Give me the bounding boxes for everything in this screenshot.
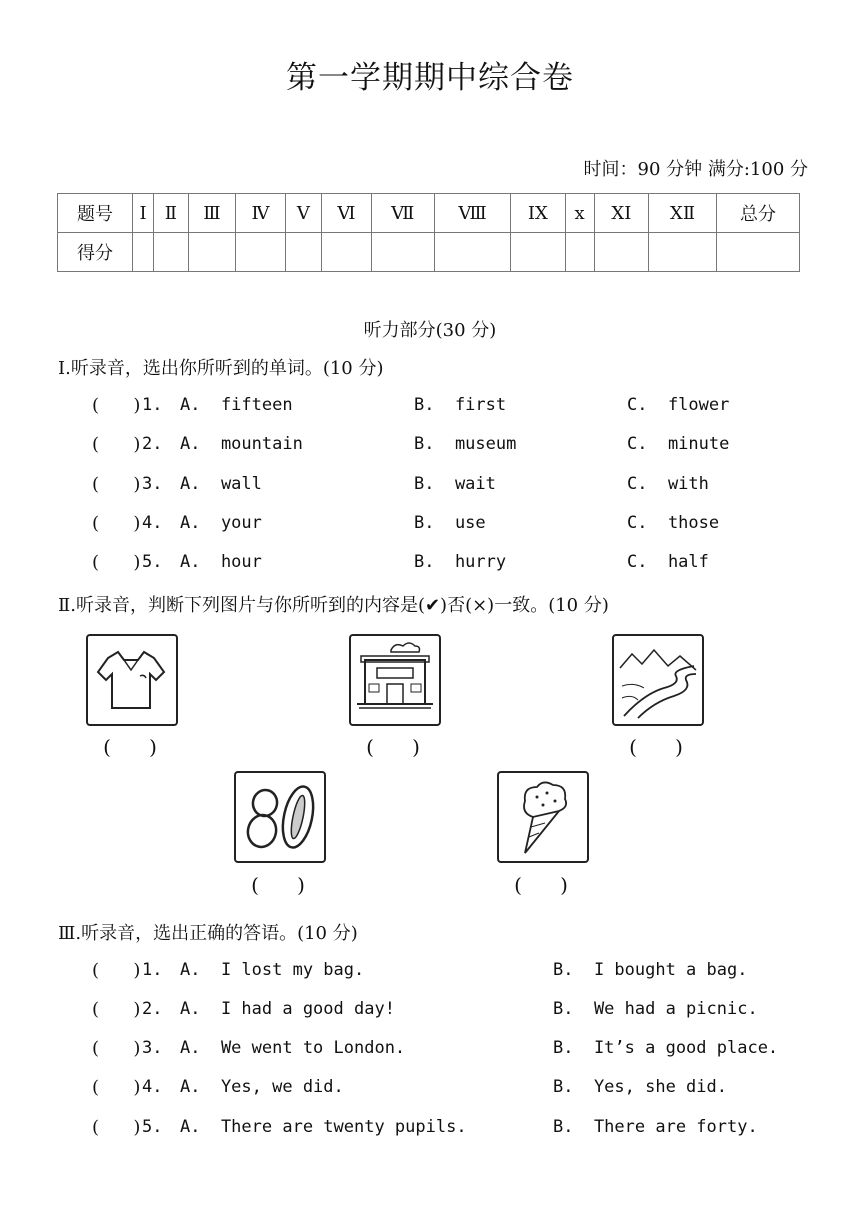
score-table-score-row xyxy=(58,233,800,272)
score-table-col: Ⅷ xyxy=(434,194,510,233)
score-table-col: Ⅳ xyxy=(236,194,285,233)
option-a: A. I lost my bag. xyxy=(180,960,365,980)
picture-answer-blank[interactable]: ( ) xyxy=(103,735,157,759)
score-table-row2-label: 得分 xyxy=(58,233,133,272)
answer-blank[interactable]: ( ) xyxy=(92,474,141,495)
picture-t-shirt xyxy=(86,634,178,726)
score-table-col: ⅠX xyxy=(511,194,565,233)
answer-blank[interactable]: ( ) xyxy=(92,1038,141,1059)
part3-question xyxy=(92,1077,832,1101)
question-number: 2. xyxy=(142,999,163,1019)
score-cell[interactable] xyxy=(649,233,717,272)
answer-blank[interactable]: ( ) xyxy=(92,999,141,1020)
t-shirt-icon xyxy=(88,636,176,724)
option-a: A. We went to London. xyxy=(180,1038,406,1058)
score-table-header-row xyxy=(58,194,800,233)
part1-question xyxy=(92,513,832,537)
building-icon xyxy=(351,636,439,724)
part1-question xyxy=(92,434,832,458)
picture-answer-blank[interactable]: ( ) xyxy=(366,735,420,759)
answer-blank[interactable]: ( ) xyxy=(92,960,141,981)
exam-time-score: 时间：90 分钟 满分:100 分 xyxy=(583,159,808,180)
part3-question xyxy=(92,1117,832,1141)
score-cell[interactable] xyxy=(511,233,565,272)
score-table-col: x xyxy=(565,194,594,233)
part3-heading: Ⅲ.听录音，选出正确的答语。(10 分) xyxy=(58,923,358,944)
question-number: 1. xyxy=(142,395,163,415)
option-b: B. I bought a bag. xyxy=(553,960,748,980)
option-a: A. your xyxy=(180,513,262,533)
score-cell-total[interactable] xyxy=(717,233,800,272)
option-c: C. those xyxy=(627,513,720,533)
page-title: 第一学期期中综合卷 xyxy=(286,60,574,96)
option-b: B. There are forty. xyxy=(553,1117,758,1137)
part3-question xyxy=(92,1038,832,1062)
answer-blank[interactable]: ( ) xyxy=(92,434,141,455)
score-cell[interactable] xyxy=(322,233,372,272)
option-a: A. mountain xyxy=(180,434,303,454)
answer-blank[interactable]: ( ) xyxy=(92,1077,141,1098)
score-cell[interactable] xyxy=(434,233,510,272)
question-number: 2. xyxy=(142,434,163,454)
question-number: 1. xyxy=(142,960,163,980)
number-eighty-icon xyxy=(236,773,324,861)
score-table-col: Ⅶ xyxy=(371,194,434,233)
option-a: A. fifteen xyxy=(180,395,293,415)
question-number: 5. xyxy=(142,1117,163,1137)
picture-answer-blank[interactable]: ( ) xyxy=(629,735,683,759)
question-number: 3. xyxy=(142,1038,163,1058)
option-c: C. half xyxy=(627,552,709,572)
score-table-col: Ⅴ xyxy=(285,194,321,233)
option-c: C. flower xyxy=(627,395,730,415)
listening-section-title: 听力部分(30 分) xyxy=(363,320,497,341)
mountains-river-icon xyxy=(614,636,702,724)
option-a: A. I had a good day! xyxy=(180,999,395,1019)
part1-question xyxy=(92,395,832,419)
part1-question xyxy=(92,474,832,498)
picture-ice-cream xyxy=(497,771,589,863)
answer-blank[interactable]: ( ) xyxy=(92,513,141,534)
question-number: 3. xyxy=(142,474,163,494)
score-cell[interactable] xyxy=(285,233,321,272)
answer-blank[interactable]: ( ) xyxy=(92,1117,141,1138)
answer-blank[interactable]: ( ) xyxy=(92,552,141,573)
option-b: B. hurry xyxy=(414,552,507,572)
score-table-col: Ⅰ xyxy=(133,194,154,233)
score-cell[interactable] xyxy=(594,233,648,272)
picture-mountains xyxy=(612,634,704,726)
question-number: 5. xyxy=(142,552,163,572)
option-a: A. hour xyxy=(180,552,262,572)
option-b: B. first xyxy=(414,395,507,415)
score-cell[interactable] xyxy=(236,233,285,272)
score-cell[interactable] xyxy=(188,233,236,272)
option-a: A. There are twenty pupils. xyxy=(180,1117,467,1137)
option-b: B. We had a picnic. xyxy=(553,999,758,1019)
picture-number-eighty xyxy=(234,771,326,863)
option-b: B. museum xyxy=(414,434,517,454)
ice-cream-icon xyxy=(499,773,587,861)
part3-question xyxy=(92,999,832,1023)
part3-question xyxy=(92,960,832,984)
picture-answer-blank[interactable]: ( ) xyxy=(251,873,305,897)
score-cell[interactable] xyxy=(133,233,154,272)
picture-building xyxy=(349,634,441,726)
score-cell[interactable] xyxy=(371,233,434,272)
score-table-row1-label: 题号 xyxy=(58,194,133,233)
score-table-col: XⅡ xyxy=(649,194,717,233)
question-number: 4. xyxy=(142,1077,163,1097)
answer-blank[interactable]: ( ) xyxy=(92,395,141,416)
score-table-col: Ⅲ xyxy=(188,194,236,233)
score-cell[interactable] xyxy=(154,233,188,272)
score-cell[interactable] xyxy=(565,233,594,272)
option-a: A. wall xyxy=(180,474,262,494)
part1-question xyxy=(92,552,832,576)
score-table-total-label: 总分 xyxy=(717,194,800,233)
question-number: 4. xyxy=(142,513,163,533)
option-b: B. wait xyxy=(414,474,496,494)
part2-heading: Ⅱ.听录音，判断下列图片与你所听到的内容是(✔)否(×)一致。(10 分) xyxy=(58,595,609,616)
picture-answer-blank[interactable]: ( ) xyxy=(514,873,568,897)
score-table-col: Ⅱ xyxy=(154,194,188,233)
option-b: B. Yes, she did. xyxy=(553,1077,727,1097)
option-b: B. It’s a good place. xyxy=(553,1038,779,1058)
part1-heading: Ⅰ.听录音，选出你所听到的单词。(10 分) xyxy=(58,358,384,379)
option-a: A. Yes, we did. xyxy=(180,1077,344,1097)
option-c: C. with xyxy=(627,474,709,494)
score-table-col: XⅠ xyxy=(594,194,648,233)
option-c: C. minute xyxy=(627,434,730,454)
option-b: B. use xyxy=(414,513,486,533)
score-table-col: Ⅵ xyxy=(322,194,372,233)
score-table xyxy=(57,193,800,272)
